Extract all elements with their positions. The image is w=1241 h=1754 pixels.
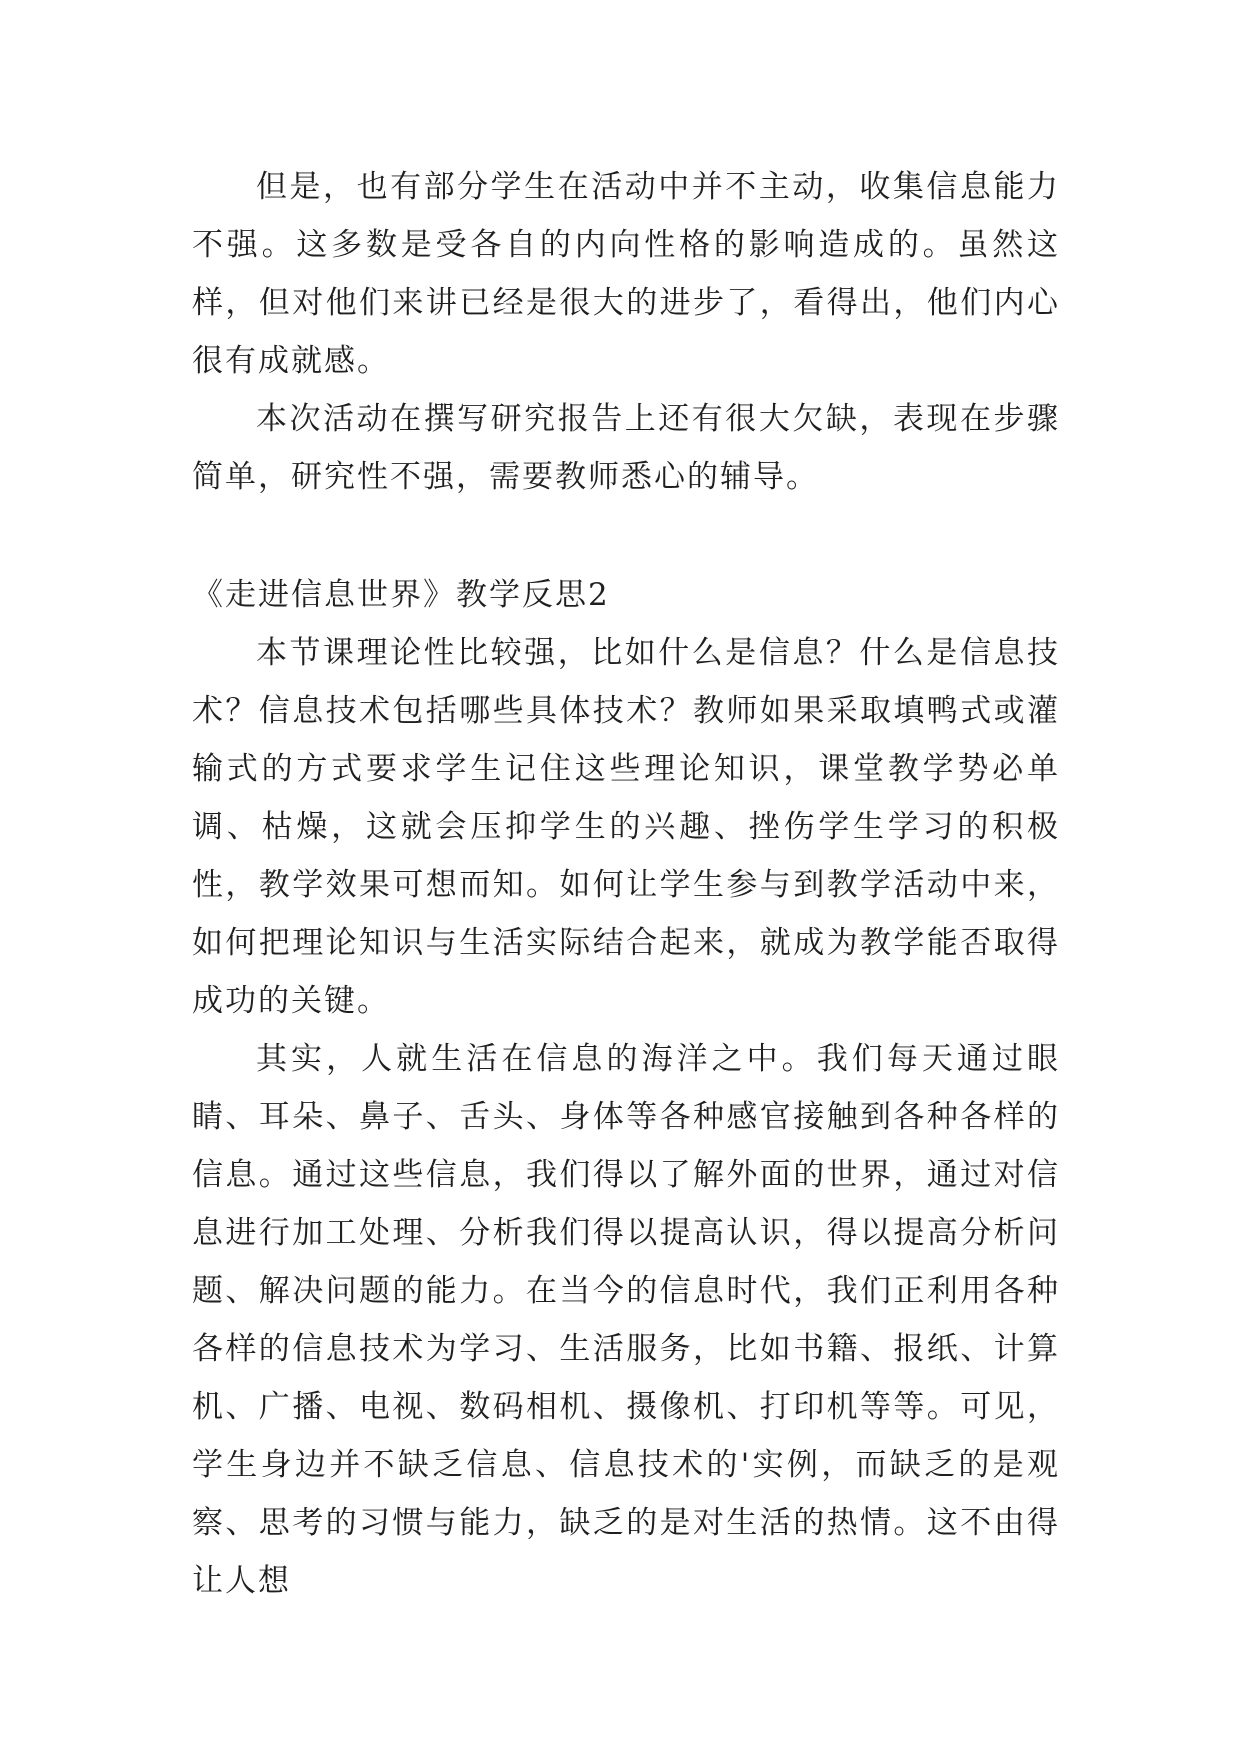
document-page (192, 158, 1060, 1610)
paragraph-research-report: 本次活动在撰写研究报告上还有很大欠缺，表现在步骤简单，研究性不强，需要教师悉心的辅导。 (192, 401, 1060, 495)
paragraph-students-passive: 但是，也有部分学生在活动中并不主动，收集信息能力不强。这多数是受各自的内向性格的影响造成的。虽然这样，但对他们来讲已经是很大的进步了，看得出，他们内心很有成就感。 (192, 169, 1060, 379)
section-gap (192, 506, 1060, 566)
paragraph-theory-lesson: 本节课理论性比较强，比如什么是信息？什么是信息技术？信息技术包括哪些具体技术？教师如果采取填鸭式或灌输式的方式要求学生记住这些理论知识，课堂教学势必单调、枯燥，这就会压抑学生的兴趣、挫伤学生学习的积极性，教学效果可想而知。如何让学生参与到教学活动中来，如何把理论知识与生活实际结合起来，就成为教学能否取得成功的关键。 (192, 635, 1060, 1019)
paragraph-information-ocean: 其实，人就生活在信息的海洋之中。我们每天通过眼睛、耳朵、鼻子、舌头、身体等各种感官接触到各种各样的信息。通过这些信息，我们得以了解外面的世界，通过对信息进行加工处理、分析我们得以提高认识，得以提高分析问题、解决问题的能力。在当今的信息时代，我们正利用各种各样的信息技术为学习、生活服务，比如书籍、报纸、计算机、广播、电视、数码相机、摄像机、打印机等等。可见，学生身边并不缺乏信息、信息技术的'实例，而缺乏的是观察、思考的习惯与能力，缺乏的是对生活的热情。这不由得让人想 (192, 1041, 1060, 1599)
section-title: 《走进信息世界》教学反思2 (192, 577, 610, 613)
